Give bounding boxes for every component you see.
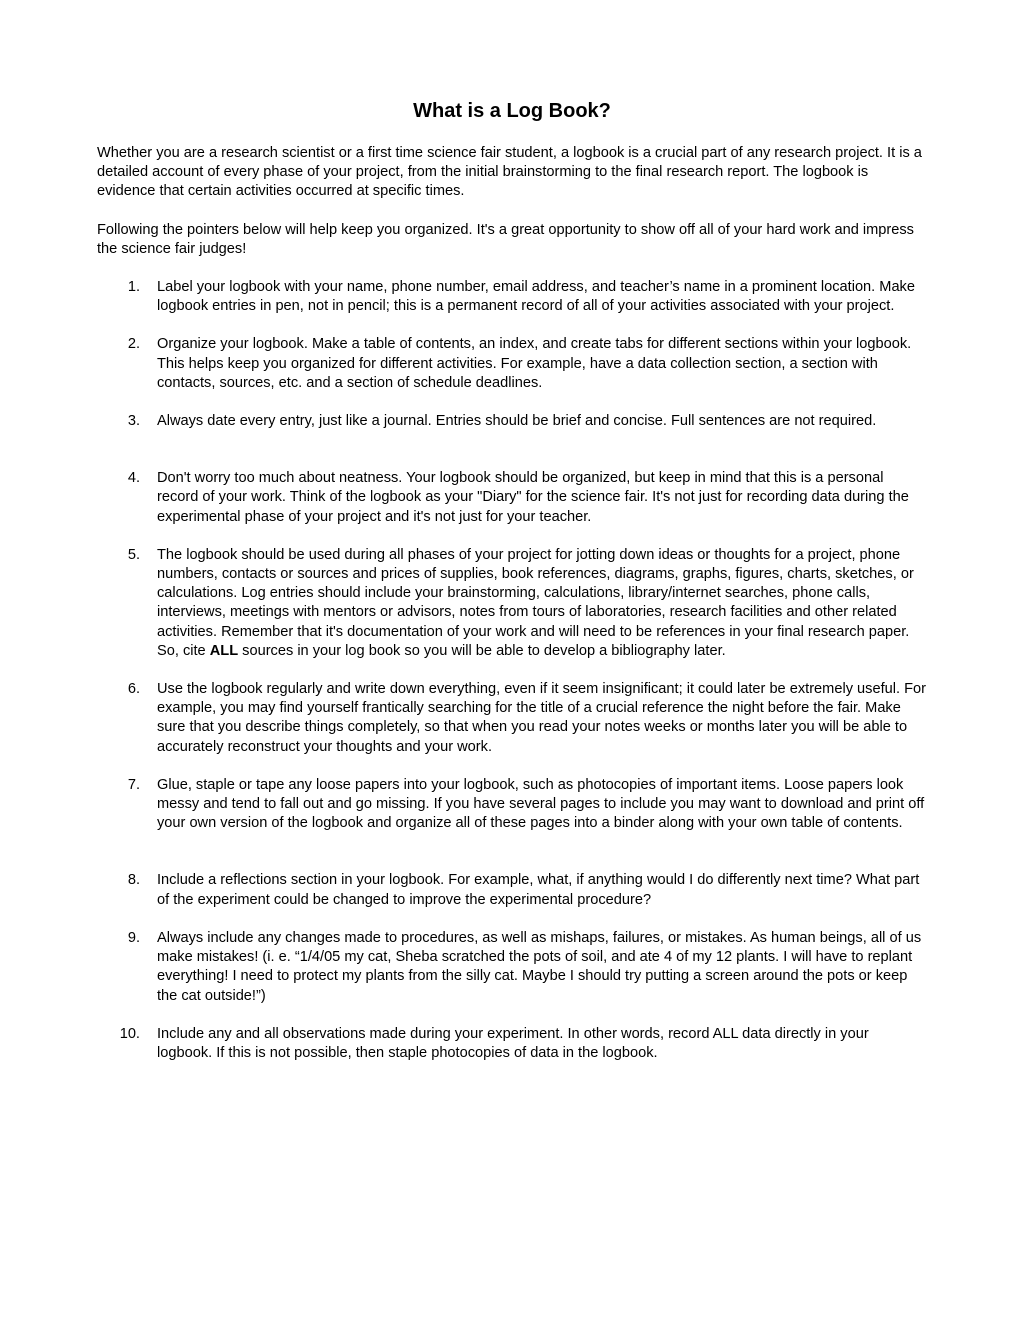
intro-paragraph-2: Following the pointers below will help keep you organized. It's a great opportunity to show off all of your hard work and impress the science fair judges! [97,221,914,257]
list-text: Always date every entry, just like a journal. Entries should be brief and concise. Full sentences are not required. [157,413,877,430]
pointer-list [97,278,927,1063]
list-number: 8. [127,872,140,889]
list-number: 5. [127,546,140,563]
intro-paragraph-1: Whether you are a research scientist or a first time science fair student, a logbook is a crucial part of any research project. It is a detailed account of every phase of your project, from the initial brainstorming to the final research report. The logbook is evidence that certain activities occurred at specific times. [97,145,922,200]
list-number: 4. [127,470,140,487]
list-text-after: sources in your log book so you will be able to develop a bibliography later. [238,642,726,659]
list-text: Include any and all observations made during your experiment. In other words, record ALL data directly in your logbook. If this is not possible, then staple photocopies of data in the logbook. [157,1025,869,1061]
list-number: 2. [127,336,140,353]
list-text: Don't worry too much about neatness. Your logbook should be organized, but keep in mind that this is a personal record of your work. Think of the logbook as your "Diary" for the science fair. It's not just for recording data during the experimental phase of your project and it's not just for your teacher. [157,470,909,525]
list-text: Organize your logbook. Make a table of contents, an index, and create tabs for different sections within your logbook. This helps keep you organized for different activities. For example, have a data collection section, a section with contacts, sources, etc. and a section of schedule deadlines. [157,336,912,391]
list-item-6 [97,680,927,757]
document-page [97,96,927,1082]
list-number: 3. [127,413,140,430]
list-item-5 [97,546,927,661]
page-title: What is a Log Book? [413,100,611,122]
list-item-4 [97,469,927,527]
list-text: Always include any changes made to procedures, as well as mishaps, failures, or mistakes. As human beings, all of us make mistakes! (i. e. “1/4/05 my cat, Sheba scratched the pots of soil, and ate 4 of my 12 plants. I will have to replant everything! I need to protect my plants from the silly cat. Maybe I should try putting a screen around the pots or keep the cat outside!”) [157,929,922,1004]
list-number: 10. [119,1025,140,1042]
list-item-3 [97,412,927,431]
list-item-1 [97,278,927,316]
list-text [157,547,914,659]
list-text-before: The logbook should be used during all phases of your project for jotting down ideas or thoughts for a project, phone numbers, contacts or sources and prices of supplies, book references, diagrams, graphs, figures, charts, sketches, or calculations. Log entries should include your brainstorming, calculations, library/internet searches, phone calls, interviews, meetings with mentors or advisors, notes from tours of laboratories, research facilities and other related activities. Remember that it's documentation of your work and will need to be references in your final research paper. So, cite [157,546,914,659]
list-number: 9. [127,929,140,946]
list-item-9 [97,929,927,1006]
list-text: Include a reflections section in your logbook. For example, what, if anything would I do differently next time? What part of the experiment could be changed to improve the experimental procedure? [157,872,920,908]
list-item-2 [97,335,927,393]
list-text: Use the logbook regularly and write down everything, even if it seem insignificant; it could later be extremely useful. For example, you may find yourself frantically searching for the title of a crucial reference the night before the fair. Make sure that you describe things completely, so that when you read your notes weeks or months later you will be able to accurately reconstruct your thoughts and your work. [157,681,926,755]
list-text-emphasis: ALL [209,642,239,659]
list-number: 1. [127,279,140,296]
list-number: 6. [127,681,140,698]
list-text: Glue, staple or tape any loose papers into your logbook, such as photocopies of important items. Loose papers look messy and tend to fall out and go missing. If you have several pages to include you may want to download and print off your own version of the logbook and organize all of these pages into a binder along with your own table of contents. [157,776,925,832]
list-text: Label your logbook with your name, phone number, email address, and teacher’s name in a prominent location. Make logbook entries in pen, not in pencil; this is a permanent record of all of your activities associated with your project. [157,279,915,315]
list-number: 7. [127,776,140,793]
list-item-10 [97,1025,927,1063]
list-item-7 [97,776,927,834]
list-item-8 [97,871,927,909]
